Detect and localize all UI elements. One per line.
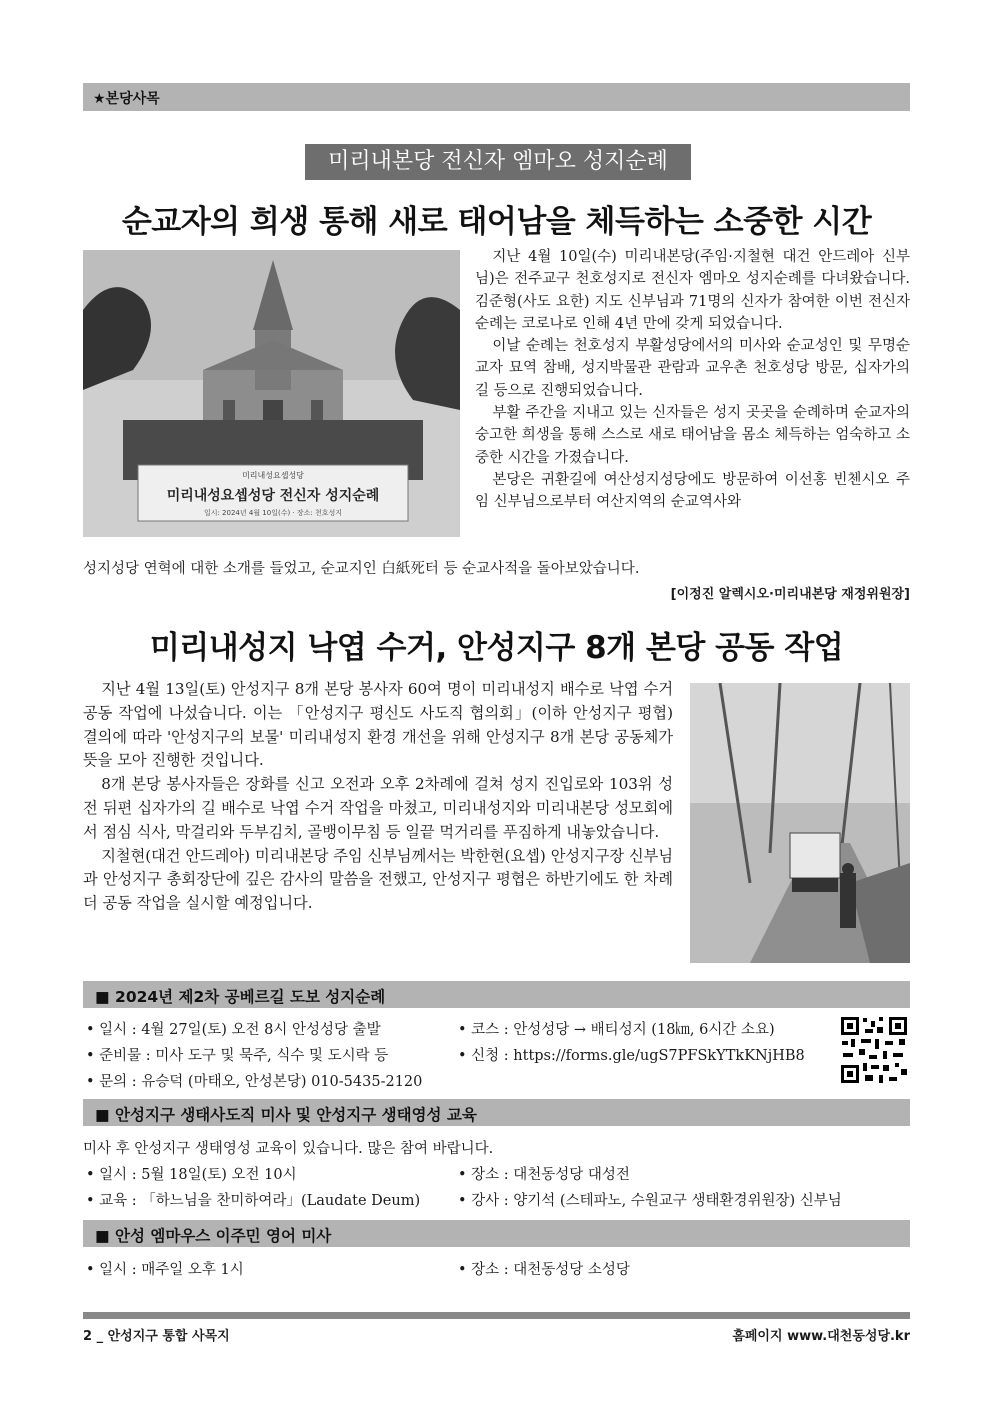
notice1-header xyxy=(83,981,910,1008)
article1-byline: [이정진 알렉시오·미리내본당 재정위원장] xyxy=(670,587,910,602)
article1-kicker: 미리내본당 전신자 엠마오 성지순례 xyxy=(305,144,691,180)
notice1-contact: • 문의 : 유승덕 (마태오, 안성본당) 010-5435-2120 xyxy=(86,1074,423,1090)
article2-headline: 미리내성지 낙엽 수거, 안성지구 8개 본당 공동 작업 xyxy=(149,630,844,666)
notice3-place: • 장소 : 대천동성당 소성당 xyxy=(458,1262,630,1278)
footer-homepage[interactable]: 홈페이지 www.대천동성당.kr xyxy=(732,1329,910,1344)
notice2-topic: • 교육 : 「하느님을 찬미하여라」(Laudate Deum) xyxy=(86,1193,421,1209)
article1-paragraph-4: 본당은 귀환길에 여산성지성당에도 방문하여 이선홍 빈첸시오 주임 신부님으로부터 여산지역의 순교역사와 xyxy=(475,471,910,511)
article2-paragraph-3: 지철현(대건 안드레아) 미리내본당 주임 신부님께서는 박한현(요셉) 안성지구장 신부님과 안성지구 총회장단에 깊은 감사의 말씀을 전했고, 안성지구 평협은 하반기에도 한 차례 더 공동 작업을 실시할 예정입니다. xyxy=(83,846,673,913)
notice1-supplies: • 준비물 : 미사 도구 및 묵주, 식수 및 도시락 등 xyxy=(86,1048,389,1064)
qr-code-icon[interactable] xyxy=(839,1015,909,1085)
notice3-header xyxy=(83,1220,910,1247)
notice2-place: • 장소 : 대천동성당 대성전 xyxy=(458,1167,630,1183)
notice1-apply-link[interactable]: • 신청 : https://forms.gle/ugS7PFSkYTkKNjHB8 xyxy=(458,1048,805,1064)
footer-page-label: 2 _ 안성지구 통합 사목지 xyxy=(83,1329,230,1344)
notice2-header xyxy=(83,1099,910,1126)
notice1-title: ■ 2024년 제2차 공베르길 도보 성지순례 xyxy=(95,988,386,1006)
section-label: ★본당사목 xyxy=(93,91,160,107)
road-illustration xyxy=(690,683,910,963)
notice2-intro: 미사 후 안성지구 생태영성 교육이 있습니다. 많은 참여 바랍니다. xyxy=(83,1141,494,1157)
article1-body-column xyxy=(475,246,910,514)
notice2-date: • 일시 : 5월 18일(토) 오전 10시 xyxy=(86,1167,297,1183)
banner-text: 미리내성요셉성당 전신자 성지순례 xyxy=(166,488,380,504)
leaf-cleanup-photo xyxy=(690,683,910,963)
banner-subtext: 일시: 2024년 4월 10일(수) · 장소: 천호성지 xyxy=(203,509,343,517)
section-header xyxy=(83,83,910,111)
notice1-date: • 일시 : 4월 27일(토) 오전 8시 안성성당 출발 xyxy=(86,1022,381,1038)
pilgrimage-group-photo xyxy=(83,250,460,537)
footer-divider xyxy=(83,1312,910,1319)
notice1-course: • 코스 : 안성성당 → 배티성지 (18㎞, 6시간 소요) xyxy=(458,1022,775,1038)
banner-top-text: 미리내성요셉성당 xyxy=(242,471,304,480)
article1-paragraph-2: 이날 순례는 천호성지 부활성당에서의 미사와 순교성인 및 무명순교자 묘역 참배, 성지박물관 관람과 교우촌 천호성당 방문, 십자가의 길 등으로 진행되었습니다. xyxy=(475,338,910,399)
article1-headline: 순교자의 희생 통해 새로 태어남을 체득하는 소중한 시간 xyxy=(121,204,872,240)
article2-body-column xyxy=(83,678,673,916)
article1-paragraph-3: 부활 주간을 지내고 있는 신자들은 성지 곳곳을 순례하며 순교자의 숭고한 희생을 통해 스스로 새로 태어남을 몸소 체득하는 엄숙하고 소중한 시간을 가졌습니다. xyxy=(475,405,910,466)
notice2-lecturer: • 강사 : 양기석 (스테파노, 수원교구 생태환경위원장) 신부님 xyxy=(458,1193,842,1209)
church-illustration xyxy=(83,250,460,537)
notice3-title: ■ 안성 엠마우스 이주민 영어 미사 xyxy=(95,1227,332,1245)
article1-paragraph-tail: 성지성당 연혁에 대한 소개를 들었고, 순교지인 白紙死터 등 순교사적을 돌아보았습니다. xyxy=(83,561,640,577)
article2-paragraph-2: 8개 본당 봉사자들은 장화를 신고 오전과 오후 2차례에 걸쳐 성지 진입로와 103위 성전 뒤편 십자가의 길 배수로 낙엽 수거 작업을 마쳤고, 미리내성지와 미리내본당 성모회에서 점심 식사, 막걸리와 두부김치, 골뱅이무침 등 일끝 먹거리를 푸짐하게 내놓았습니다. xyxy=(83,775,673,841)
article2-paragraph-1: 지난 4월 13일(토) 안성지구 8개 본당 봉사자 60여 명이 미리내성지 배수로 낙엽 수거 공동 작업에 나섰습니다. 이는 「안성지구 평신도 사도직 협의회」(이하 안성지구 평협) 결의에 따라 '안성지구의 보물' 미리내성지 환경 개선을 위해 안성지구 8개 본당 공동체가 뜻을 모아 진행한 것입니다. xyxy=(83,680,673,770)
notice2-title: ■ 안성지구 생태사도직 미사 및 안성지구 생태영성 교육 xyxy=(95,1106,477,1124)
article1-paragraph-1: 지난 4월 10일(수) 미리내본당(주임·지철현 대건 안드레아 신부님)은 전주교구 천호성지로 전신자 엠마오 성지순례를 다녀왔습니다. 김준형(사도 요한) 지도 신부님과 71명의 신자가 참여한 이번 전신자 순례는 코로나로 인해 4년 만에 갖게 되었습니다. xyxy=(475,249,910,332)
notice3-date: • 일시 : 매주일 오후 1시 xyxy=(86,1262,244,1278)
